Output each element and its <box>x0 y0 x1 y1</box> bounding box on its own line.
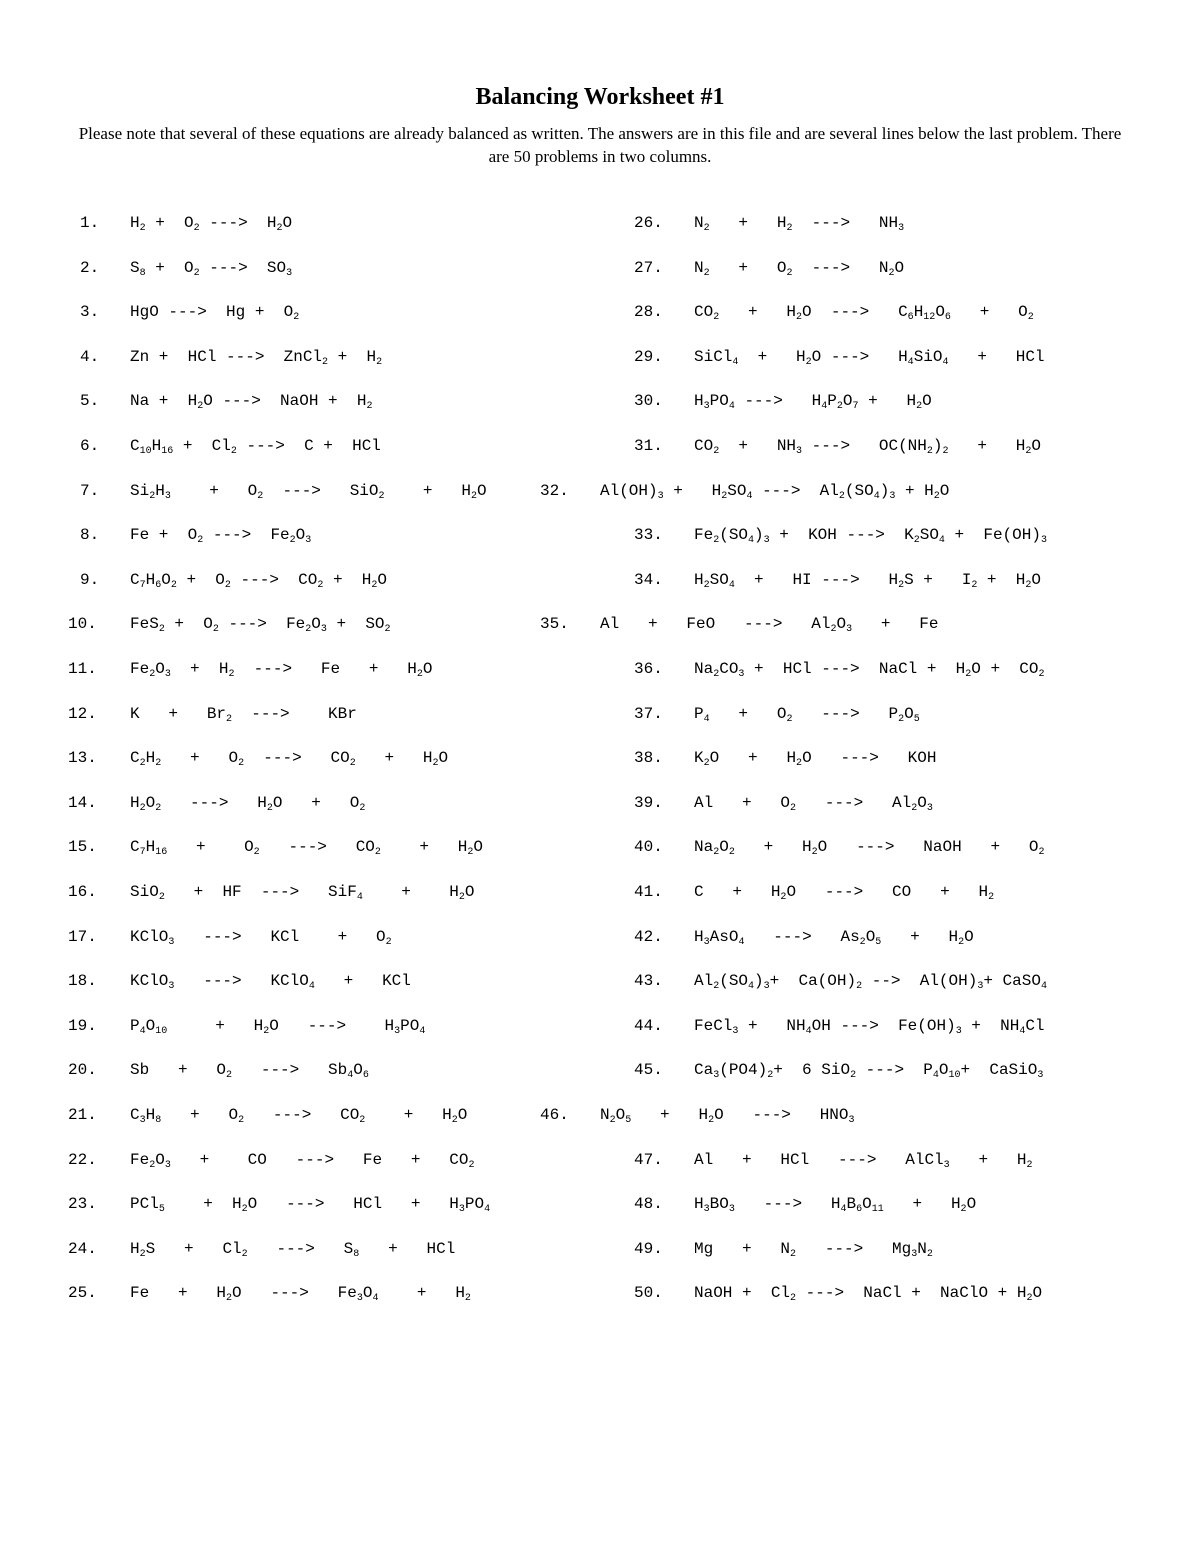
problem-number: 39. <box>634 794 663 812</box>
problem-equation: $Mg + N_2$ ---> $Mg_3N_2$ <box>694 1240 933 1260</box>
problem-equation: HgO ---> $Hg + O_2$ <box>130 303 300 323</box>
problem-equation: $K_2O + H_2O$ ---> KOH <box>694 749 937 769</box>
problem-number: 15. <box>68 838 97 856</box>
problem-number: 2. <box>80 259 100 277</box>
problem-number: 6. <box>80 437 100 455</box>
problem-number: 3. <box>80 303 100 321</box>
problem-number: 41. <box>634 883 663 901</box>
problem-number: 20. <box>68 1061 97 1079</box>
problem-equation: $S_8 + O_2$ ---> $SO_3$ <box>130 259 293 279</box>
problem-equation: $Na + H_2O$ ---> NaOH + $H_2$ <box>130 392 373 412</box>
problem-number: 18. <box>68 972 97 990</box>
problem-equation: $CO_2 + NH_3$ ---> $OC(NH_2)_2 + H_2O$ <box>694 437 1041 457</box>
problem-equation: Al + HCl ---> AlCl$_3$ + $H_2$ <box>694 1151 1033 1171</box>
problem-number: 11. <box>68 660 97 678</box>
problem-number: 10. <box>68 615 97 633</box>
problem-equation: $Al + O_2$ ---> $Al_2O_3$ <box>694 794 933 814</box>
problem-equation: $N_2 + O_2$ ---> $N_2O$ <box>694 259 905 279</box>
problem-number: 37. <box>634 705 663 723</box>
problem-number: 17. <box>68 928 97 946</box>
problem-equation: $Ca_3(PO4)_2+ 6$ SiO$_2$ ---> $P_4O_{10}+$ CaSiO$_3$ <box>694 1061 1044 1081</box>
problem-number: 50. <box>634 1284 663 1302</box>
problem-number: 46. <box>540 1106 569 1124</box>
problem-equation: $H_2O_2$ ---> $H_2O + O_2$ <box>130 794 366 814</box>
problem-equation: $C_{10}H_{16} + Cl_2$ ---> C + HCl <box>130 437 381 457</box>
problem-number: 7. <box>80 482 100 500</box>
worksheet-title: Balancing Worksheet #1 <box>475 84 725 110</box>
problem-equation: $Al(OH)_3 + H_2SO_4$ ---> $Al_2(SO_4)_3 + H_2O$ <box>600 482 950 502</box>
problem-equation: $H_2S + Cl_2$ ---> $S_8$ + HCl <box>130 1240 456 1260</box>
problem-number: 22. <box>68 1151 97 1169</box>
problem-equation: $Fe_2O_3$ + CO ---> $Fe + CO_2$ <box>130 1151 475 1171</box>
problem-equation: KClO$_3$ ---> KClO$_4$ + KCl <box>130 972 411 992</box>
problem-number: 36. <box>634 660 663 678</box>
problem-equation: $P_4 + O_2$ ---> $P_2O_5$ <box>694 705 920 725</box>
problem-equation: $P_4O_{10}$ + $H_2O$ ---> $H_3PO_4$ <box>130 1017 426 1037</box>
problem-number: 47. <box>634 1151 663 1169</box>
problem-equation: $C_3H_8 + O_2$ ---> $CO_2$ + $H_2O$ <box>130 1106 468 1126</box>
problem-number: 33. <box>634 526 663 544</box>
problem-number: 21. <box>68 1106 97 1124</box>
problem-number: 13. <box>68 749 97 767</box>
problem-equation: $N_2O_5 + H_2O$ ---> $HNO_3$ <box>600 1106 855 1126</box>
problem-equation: $Fe + H_2O$ ---> $Fe_3O_4$ + $H_2$ <box>130 1284 471 1304</box>
problem-equation: $Al_2(SO_4)_3+ Ca(OH)_2$ --> $Al(OH)_3+$ CaSO$_4$ <box>694 972 1047 992</box>
problem-number: 27. <box>634 259 663 277</box>
problem-equation: KClO$_3$ ---> KCl + $O_2$ <box>130 928 392 948</box>
problem-number: 19. <box>68 1017 97 1035</box>
problem-equation: $H_3BO_3$ ---> $H_4B_6O_{11} + H_2O$ <box>694 1195 977 1215</box>
problem-equation: $C_2H_2 + O_2$ ---> $CO_2 + H_2O$ <box>130 749 449 769</box>
problem-number: 42. <box>634 928 663 946</box>
problem-equation: Zn + HCl ---> ZnCl$_2$ + $H_2$ <box>130 348 383 368</box>
problem-equation: $H_3PO_4$ ---> $H_4P_2O_7 + H_2O$ <box>694 392 932 412</box>
problem-number: 45. <box>634 1061 663 1079</box>
problem-equation: $Fe + O_2$ ---> $Fe_2O_3$ <box>130 526 312 546</box>
problem-equation: NaOH + $Cl_2$ ---> NaCl + NaClO + $H_2O$ <box>694 1284 1043 1304</box>
problem-equation: $FeS_2 + O_2$ ---> $Fe_2O_3 + SO_2$ <box>130 615 391 635</box>
problem-number: 40. <box>634 838 663 856</box>
worksheet-instructions: Please note that several of these equations are already balanced as written. The answers are in this file and are several lines below the last problem. There are 50 problems in two columns. <box>78 124 1122 166</box>
problem-number: 8. <box>80 526 100 544</box>
problem-equation: $K + Br_2$ ---> KBr <box>130 705 357 725</box>
problem-number: 30. <box>634 392 663 410</box>
problem-number: 14. <box>68 794 97 812</box>
problem-number: 28. <box>634 303 663 321</box>
problem-number: 29. <box>634 348 663 366</box>
problem-number: 31. <box>634 437 663 455</box>
problem-number: 26. <box>634 214 663 232</box>
problem-number: 48. <box>634 1195 663 1213</box>
problem-number: 24. <box>68 1240 97 1258</box>
problem-number: 34. <box>634 571 663 589</box>
problem-equation: $Fe_2O_3 + H_2$ ---> $Fe + H_2O$ <box>130 660 433 680</box>
problem-equation: $N_2 + H_2$ ---> $NH_3$ <box>694 214 905 234</box>
problem-equation: PCl$_5$ + $H_2O$ ---> HCl + $H_3PO_4$ <box>130 1195 491 1215</box>
problem-equation: $C_7H_6O_2 + O_2$ ---> $CO_2 + H_2O$ <box>130 571 387 591</box>
problem-number: 44. <box>634 1017 663 1035</box>
problem-number: 49. <box>634 1240 663 1258</box>
problem-equation: $H_3AsO_4$ ---> $As_2O_5 + H_2O$ <box>694 928 974 948</box>
problem-equation: SiCl$_4$ + $H_2O$ ---> $H_4SiO_4$ + HCl <box>694 348 1045 368</box>
problem-number: 38. <box>634 749 663 767</box>
problem-number: 25. <box>68 1284 97 1302</box>
problem-equation: $Sb + O_2$ ---> $Sb_4O_6$ <box>130 1061 369 1081</box>
problem-equation: $C_7H_{16}$ + $O_2$ ---> $CO_2$ + $H_2O$ <box>130 838 483 858</box>
problem-equation: $CO_2 + H_2O$ ---> $C_6H_{12}O_6 + O_2$ <box>694 303 1034 323</box>
problem-number: 23. <box>68 1195 97 1213</box>
problem-equation: Al + FeO ---> $Al_2O_3 + Fe$ <box>600 615 939 635</box>
problem-number: 32. <box>540 482 569 500</box>
problem-number: 43. <box>634 972 663 990</box>
problem-number: 16. <box>68 883 97 901</box>
problem-equation: $Na_2O_2 + H_2O$ ---> NaOH + $O_2$ <box>694 838 1045 858</box>
problem-equation: $Fe_2(SO_4)_3$ + KOH ---> $K_2SO_4 + Fe(OH)_3$ <box>694 526 1047 546</box>
problem-number: 5. <box>80 392 100 410</box>
problem-equation: FeCl$_3$ + $NH_4OH$ ---> $Fe(OH)_3 + NH_4Cl$ <box>694 1017 1045 1037</box>
problem-equation: $H_2 + O_2$ ---> $H_2O$ <box>130 214 293 234</box>
problem-number: 4. <box>80 348 100 366</box>
problem-number: 35. <box>540 615 569 633</box>
problem-equation: $Na_2CO_3$ + HCl ---> NaCl + $H_2O + CO_2$ <box>694 660 1045 680</box>
problem-equation: $C + H_2O$ ---> CO + $H_2$ <box>694 883 995 903</box>
problem-equation: $Si_2H_3$ + $O_2$ ---> SiO$_2$ + $H_2O$ <box>130 482 487 502</box>
problem-number: 9. <box>80 571 100 589</box>
problem-equation: SiO$_2$ + HF ---> SiF$_4$ + $H_2O$ <box>130 883 475 903</box>
problem-number: 12. <box>68 705 97 723</box>
problem-equation: $H_2SO_4$ + HI ---> $H_2S + I_2 + H_2O$ <box>694 571 1041 591</box>
problem-number: 1. <box>80 214 100 232</box>
